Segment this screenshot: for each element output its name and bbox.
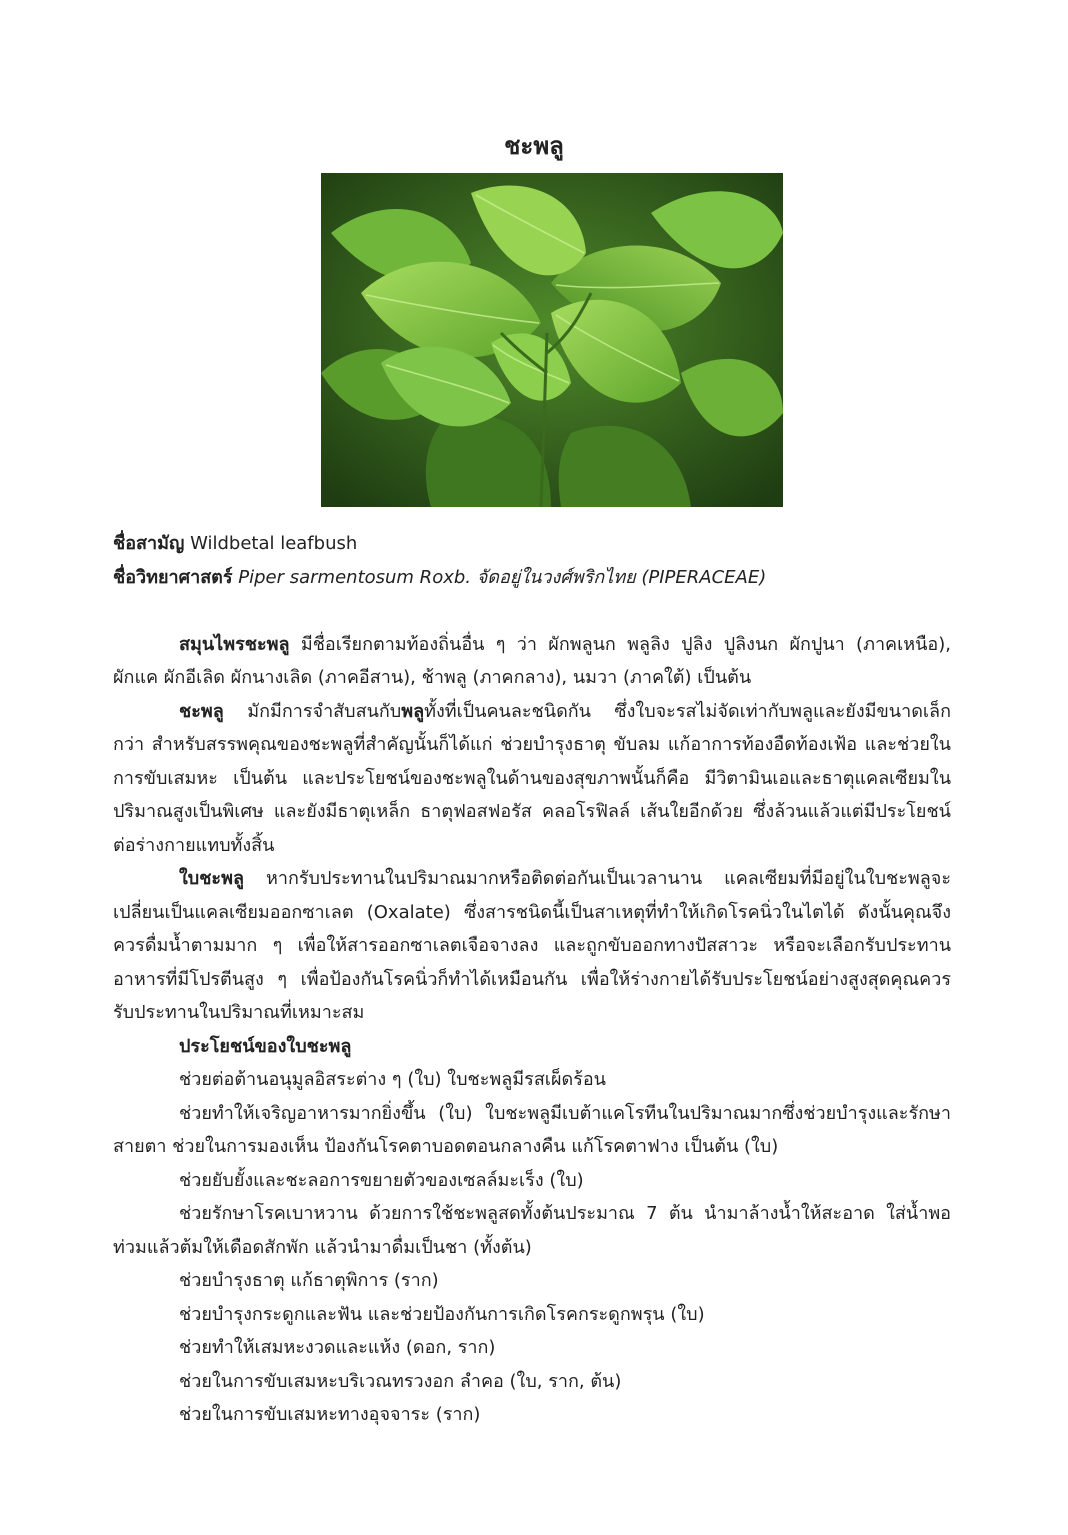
paragraph-line: ปริมาณสูงเป็นพิเศษ และยังมีธาตุเหล็ก ธาตุฟอสฟอรัส คลอโรฟิลล์ เส้นใยอีกด้วย ซึ่งล้วนแล้วแต่มีประโยชน์ xyxy=(113,801,951,822)
paragraph-line: ควรดื่มน้ำตามมาก ๆ เพื่อให้สารออกซาเลตเจือจางลง และถูกขับออกทางปัสสาวะ หรือจะเลือกรับประทาน xyxy=(113,935,951,956)
paragraph-line: เปลี่ยนเป็นแคลเซียมออกซาเลต (Oxalate) ซึ่งสารชนิดนี้เป็นสาเหตุที่ทำให้เกิดโรคนิ่วในไตได้ ดังนั้นคุณจึง xyxy=(113,901,951,923)
paragraph-line: การขับเสมหะ เป็นต้น และประโยชน์ของชะพลูในด้านของสุขภาพนั้นก็คือ มีวิตามินเอและธาตุแคลเซียมใน xyxy=(113,767,951,789)
benefit-item: ช่วยรักษาโรคเบาหวาน ด้วยการใช้ชะพลูสดทั้งต้นประมาณ 7 ต้น นำมาล้างน้ำให้สะอาด ใส่น้ำพอ xyxy=(179,1203,951,1224)
paragraph-line: ต่อร่างกายแทบทั้งสิ้น xyxy=(113,834,275,856)
benefit-item: ช่วยในการขับเสมหะทางอุจจาระ (ราก) xyxy=(179,1404,481,1425)
benefit-item: ช่วยทำให้เจริญอาหารมากยิ่งขึ้น (ใบ) ใบชะพลูมีเบต้าแคโรทีนในปริมาณมากซึ่งช่วยบำรุงและรักษา xyxy=(179,1102,951,1124)
paragraph-bold-term: ใบชะพลู xyxy=(179,868,244,889)
paragraph-line: กว่า สำหรับสรรพคุณของชะพลูที่สำคัญนั้นก็ได้แก่ ช่วยบำรุงธาตุ ขับลม แก้อาการท้องอืดท้องเฟ้อ และช่วยใน xyxy=(113,734,951,755)
common-name-label: ชื่อสามัญ xyxy=(113,533,185,554)
common-name-value: Wildbetal leafbush xyxy=(190,533,358,554)
document-title: ชะพลู xyxy=(504,132,564,160)
paragraph-bold-term: ชะพลู xyxy=(179,700,224,722)
paragraph-line xyxy=(113,862,951,896)
paragraph-line xyxy=(113,695,951,729)
scientific-name-value: Piper sarmentosum Roxb. จัดอยู่ในวงศ์พริกไทย (PIPERACEAE) xyxy=(238,566,767,588)
benefit-item: ช่วยยับยั้งและชะลอการขยายตัวของเซลล์มะเร็ง (ใบ) xyxy=(179,1169,584,1191)
paragraph-line: อาหารที่มีโปรตีนสูง ๆ เพื่อป้องกันโรคนิ่วก็ทำได้เหมือนกัน เพื่อให้ร่างกายได้รับประโยชน์อย่างสูงสุดคุณควร xyxy=(113,968,951,990)
benefit-item: ช่วยบำรุงธาตุ แก้ธาตุพิการ (ราก) xyxy=(179,1270,439,1291)
benefit-item: ช่วยบำรุงกระดูกและฟัน และช่วยป้องกันการเกิดโรคกระดูกพรุน (ใบ) xyxy=(179,1303,705,1325)
scientific-name-line xyxy=(113,561,951,595)
paragraph-line: ผักแค ผักอีเลิด ผักนางเลิด (ภาคอีสาน), ช้าพลู (ภาคกลาง), นมวา (ภาคใต้) เป็นต้น xyxy=(113,667,752,688)
paragraph-bold-term: สมุนไพรชะพลู xyxy=(179,633,290,655)
paragraph-bold-term: พลู xyxy=(401,700,425,722)
benefits-heading: ประโยชน์ของใบชะพลู xyxy=(179,1035,352,1057)
chaplu-plant-photo xyxy=(321,173,783,507)
benefit-item-continued: สายตา ช่วยในการมองเห็น ป้องกันโรคตาบอดตอนกลางคืน แก้โรคตาฟาง เป็นต้น (ใบ) xyxy=(113,1136,779,1157)
scientific-name-label: ชื่อวิทยาศาสตร์ xyxy=(113,566,233,588)
paragraph-text: มีชื่อเรียกตามท้องถิ่นอื่น ๆ ว่า ผักพลูนก พลูลิง ปูลิง ปูลิงนก ผักปูนา (ภาคเหนือ), xyxy=(300,633,951,655)
paragraph-line: รับประทานในปริมาณที่เหมาะสม xyxy=(113,1002,365,1023)
common-name-line xyxy=(113,527,951,561)
benefit-item-continued: ท่วมแล้วต้มให้เดือดสักพัก แล้วนำมาดื่มเป็นชา (ทั้งต้น) xyxy=(113,1236,532,1258)
benefit-item: ช่วยต่อต้านอนุมูลอิสระต่าง ๆ (ใบ) ใบชะพลูมีรสเผ็ดร้อน xyxy=(179,1069,606,1090)
paragraph-text: หากรับประทานในปริมาณมากหรือติดต่อกันเป็นเวลานาน แคลเซียมที่มีอยู่ในใบชะพลูจะ xyxy=(266,868,951,889)
spacer xyxy=(113,594,951,628)
benefit-item: ช่วยในการขับเสมหะบริเวณทรวงอก ลำคอ (ใบ, ราก, ต้น) xyxy=(179,1370,622,1392)
benefit-item: ช่วยทำให้เสมหะงวดและแห้ง (ดอก, ราก) xyxy=(179,1337,496,1358)
paragraph-line xyxy=(113,628,951,662)
paragraph-text: มักมีการจำสับสนกับพลูทั้งที่เป็นคนละชนิดกัน ซึ่งใบจะรสไม่จัดเท่ากับพลูและยังมีขนาดเล็ก xyxy=(247,700,951,722)
document-body xyxy=(113,527,951,1432)
